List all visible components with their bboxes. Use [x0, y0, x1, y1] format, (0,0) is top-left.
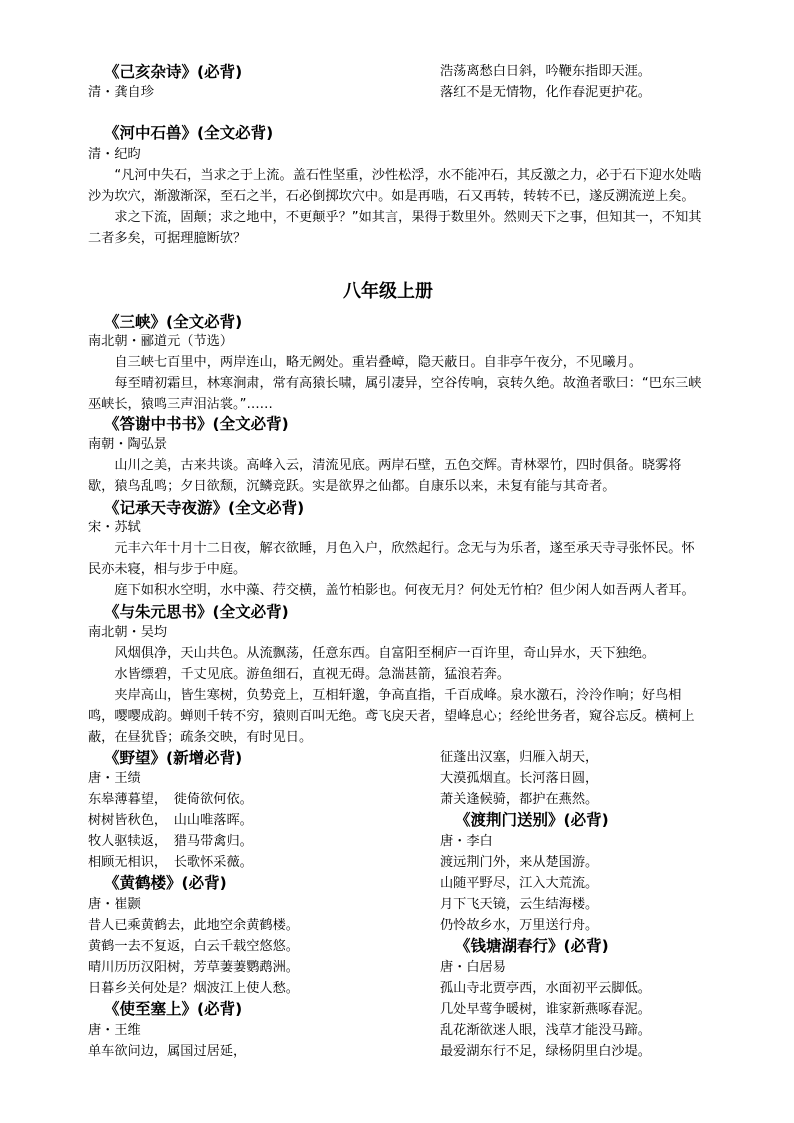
huanghelou-line-4: 日暮乡关何处是？烟波江上使人愁。 — [88, 981, 299, 996]
zhuyuansi-title: 《与朱元思书》(全文必背) — [104, 603, 289, 621]
jihai-author: 清・龚自珍 — [88, 85, 154, 100]
zhuyuansi-author: 南北朝・吴均 — [88, 625, 168, 640]
sanxia-title: 《三峡》(全文必背) — [104, 313, 243, 331]
zhuyuansi-paragraph-3: 夹岸高山，皆生寒树，负势竞上，互相轩邈，争高直指，千百成峰。泉水激石，泠泠作响；好鸟相鸣，嘤嘤成韵。蝉则千转不穷，猿则百叫无绝。鸢飞戾天者，望峰息心；经纶世务者，窥谷忘反。横柯上蔽，在昼犹昏；疏条交映，有时见日。 — [88, 688, 695, 745]
chengtian-paragraph-2: 庭下如积水空明，水中藻、荇交横，盖竹柏影也。何夜无月？何处无竹柏？但少闲人如吾两人者耳。 — [114, 583, 695, 598]
huanghelou-author: 唐・崔颢 — [88, 897, 141, 912]
qiantang-title: 《钱塘湖春行》(必背) — [455, 937, 609, 955]
qiantang-line-2: 几处早莺争暖树，谁家新燕啄春泥。 — [440, 1002, 651, 1017]
jihai-line-1: 浩荡离愁白日斜，吟鞭东指即天涯。 — [440, 64, 651, 79]
daxie-author: 南朝・陶弘景 — [88, 437, 168, 452]
yewang-line-3: 牧人驱犊返， 猎马带禽归。 — [88, 834, 253, 849]
hezhong-paragraph-2: 求之下流，固颠；求之地中，不更颠乎？”如其言，果得于数里外。然则天下之事，但知其一，不知其二者多矣，可据理臆断欤？ — [88, 210, 702, 246]
zhuyuansi-paragraph-1: 风烟俱净，天山共色。从流飘荡，任意东西。自富阳至桐庐一百许里，奇山异水，天下独绝。 — [114, 646, 656, 661]
zhuyuansi-paragraph-2: 水皆缥碧，千丈见底。游鱼细石，直视无碍。急湍甚箭，猛浪若奔。 — [114, 667, 511, 682]
qiantang-line-3: 乱花渐欲迷人眼，浅草才能没马蹄。 — [440, 1023, 651, 1038]
jihai-title: 《己亥杂诗》(必背) — [104, 63, 243, 81]
daxie-title: 《答谢中书书》(全文必背) — [104, 415, 289, 433]
hezhong-author: 清・纪昀 — [88, 147, 141, 162]
jingmen-line-3: 月下飞天镜，云生结海楼。 — [440, 897, 599, 912]
qiantang-author: 唐・白居易 — [440, 960, 506, 975]
chengtian-author: 宋・苏轼 — [88, 520, 141, 535]
hezhong-paragraph-1: “凡河中失石，当求之于上流。盖石性坚重，沙性松浮，水不能冲石，其反激之力，必于石下迎水处啮沙为坎穴，渐激渐深，至石之半，石必倒掷坎穴中。如是再啮，石又再转，转转不已，遂反溯流逆上矣。 — [88, 168, 702, 204]
section-title: 八年级上册 — [343, 281, 433, 302]
yewang-line-4: 相顾无相识， 长歌怀采薇。 — [88, 855, 253, 870]
qiantang-line-1: 孤山寺北贾亭西，水面初平云脚低。 — [440, 981, 651, 996]
huanghelou-line-2: 黄鹤一去不复返，白云千载空悠悠。 — [88, 939, 299, 954]
yewang-line-2: 树树皆秋色， 山山唯落晖。 — [88, 813, 253, 828]
qiantang-line-4: 最爱湖东行不足，绿杨阴里白沙堤。 — [440, 1044, 651, 1059]
hezhong-title: 《河中石兽》(全文必背) — [104, 124, 274, 142]
jingmen-line-4: 仍怜故乡水，万里送行舟。 — [440, 918, 599, 933]
huanghelou-line-3: 晴川历历汉阳树，芳草萋萋鹦鹉洲。 — [88, 960, 299, 975]
huanghelou-line-1: 昔人已乘黄鹤去，此地空余黄鹤楼。 — [88, 918, 299, 933]
sanxia-paragraph-2: 每至晴初霜旦，林寒涧肃，常有高猿长啸，属引凄异，空谷传响，哀转久绝。故渔者歌曰：“巴东三峡巫峡长，猿鸣三声泪沾裳。”…… — [88, 376, 702, 412]
jihai-line-2: 落红不是无情物，化作春泥更护花。 — [440, 85, 651, 100]
shizhisai-title: 《使至塞上》(必背) — [104, 1000, 243, 1018]
sanxia-author: 南北朝・郦道元（节选） — [88, 334, 234, 349]
jingmen-title: 《渡荆门送别》(必背) — [455, 811, 609, 829]
shizhisai-author: 唐・王维 — [88, 1023, 141, 1038]
huanghelou-title: 《黄鹤楼》(必背) — [104, 874, 227, 892]
shizhisai-line-4: 萧关逢候骑，都护在燕然。 — [440, 792, 599, 807]
chengtian-title: 《记承天寺夜游》(全文必背) — [104, 499, 305, 517]
shizhisai-line-1: 单车欲问边，属国过居延， — [88, 1044, 247, 1059]
yewang-title: 《野望》(新增必背) — [104, 749, 243, 767]
jingmen-author: 唐・李白 — [440, 834, 493, 849]
sanxia-paragraph-1: 自三峡七百里中，两岸连山，略无阙处。重岩叠嶂，隐天蔽日。自非亭午夜分，不见曦月。 — [114, 355, 642, 370]
daxie-paragraph-1: 山川之美，古来共谈。高峰入云，清流见底。两岸石壁，五色交辉。青林翠竹，四时俱备。晓雾将歇，猿鸟乱鸣；夕日欲颓，沉鳞竞跃。实是欲界之仙都。自康乐以来，未复有能与其奇者。 — [88, 458, 682, 494]
jingmen-line-1: 渡远荆门外，来从楚国游。 — [440, 855, 599, 870]
yewang-line-1: 东皋薄暮望， 徙倚欲何依。 — [88, 792, 253, 807]
shizhisai-line-2: 征蓬出汉塞，归雁入胡天， — [440, 750, 599, 765]
chengtian-paragraph-1: 元丰六年十月十二日夜，解衣欲睡，月色入户，欣然起行。念无与为乐者，遂至承天寺寻张怀民。怀民亦未寝，相与步于中庭。 — [88, 541, 695, 577]
jingmen-line-2: 山随平野尽，江入大荒流。 — [440, 876, 599, 891]
shizhisai-line-3: 大漠孤烟直。长河落日圆， — [440, 771, 599, 786]
yewang-author: 唐・王绩 — [88, 771, 141, 786]
